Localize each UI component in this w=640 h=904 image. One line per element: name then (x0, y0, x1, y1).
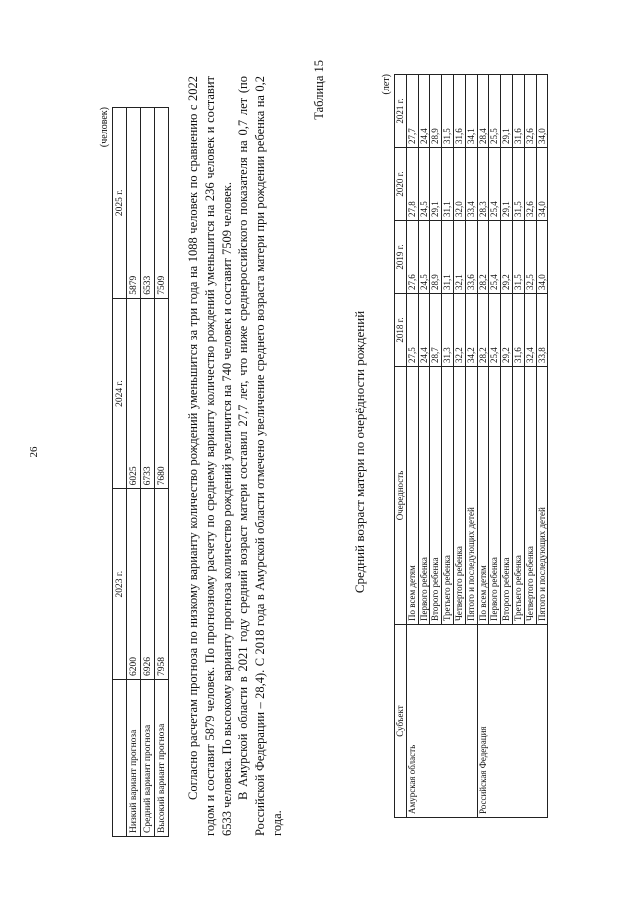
table-cell: 32,2 (453, 294, 465, 367)
table-cell: 27,6 (406, 221, 418, 294)
table-cell: 29,1 (430, 148, 442, 221)
table-cell: 32,6 (524, 75, 536, 148)
table-cell: 31,3 (442, 294, 454, 367)
table-cell: 24,5 (418, 148, 430, 221)
table-cell: 32,1 (453, 221, 465, 294)
table-cell: 31,6 (453, 75, 465, 148)
table-cell: 28,4 (477, 75, 489, 148)
table-row (127, 108, 141, 837)
table-cell: 33,6 (465, 221, 477, 294)
table-row (141, 108, 155, 837)
table-cell: 28,2 (477, 294, 489, 367)
table-cell: 31,1 (442, 148, 454, 221)
table-cell: 32,6 (524, 148, 536, 221)
table1-unit: (человек) (99, 107, 110, 148)
table-cell: 28,7 (430, 294, 442, 367)
table-cell: 34,2 (465, 294, 477, 367)
table-cell: 28,9 (430, 221, 442, 294)
table-cell: Четвертого ребенка (524, 367, 536, 625)
table-cell: 31,5 (512, 148, 524, 221)
table-cell: 34,0 (536, 148, 548, 221)
table-cell: Первого ребенка (489, 367, 501, 625)
table-cell: 31,6 (512, 75, 524, 148)
table-header-cell: Субъект (395, 625, 407, 818)
table-cell: 29,1 (501, 75, 513, 148)
table-cell: 34,0 (536, 221, 548, 294)
table-cell: 5879 (127, 108, 141, 299)
forecast-table (112, 107, 169, 837)
table-cell: 33,8 (536, 294, 548, 367)
table-cell: Второго ребенка (501, 367, 513, 625)
table-row (155, 108, 169, 837)
table-header-cell: 2019 г. (395, 221, 407, 294)
table-cell: Средний вариант прогноза (141, 680, 155, 837)
table2-unit: (лет) (381, 74, 392, 95)
table-cell: Пятого и последующих детей (465, 367, 477, 625)
table-cell: 31,6 (512, 294, 524, 367)
table-cell: Пятого и последующих детей (536, 367, 548, 625)
table-header-row (395, 75, 407, 818)
table-cell: 32,4 (524, 294, 536, 367)
table-cell: 27,8 (406, 148, 418, 221)
table-cell: 6533 (141, 108, 155, 299)
subject-cell: Амурская область (406, 625, 477, 818)
table-cell: 31,5 (442, 75, 454, 148)
table-cell: 31,1 (442, 221, 454, 294)
table-caption: Средний возраст матери по очерёдности рождений (352, 310, 367, 594)
table-header-cell: 2018 г. (395, 294, 407, 367)
table-cell: 29,1 (501, 148, 513, 221)
table-cell: 6733 (141, 298, 155, 489)
table-cell: 27,7 (406, 75, 418, 148)
table-cell: 7509 (155, 108, 169, 299)
paragraph: В Амурской области в 2021 году средний возраст матери составил 27,7 лет, что ниже среднероссийского показателя на 0,7 лет (по Российской Федерации – 28,4). С 2018 года в Амурской области отмечено увеличение среднего возраста матери при рождении ребенка на 0,2 года. (236, 76, 284, 836)
table-cell: Первого ребенка (418, 367, 430, 625)
page-number: 26 (28, 446, 40, 458)
table-cell: 7680 (155, 298, 169, 489)
table-cell: 27,5 (406, 294, 418, 367)
table-cell: 6926 (141, 489, 155, 680)
table-cell: 25,5 (489, 75, 501, 148)
table-cell: 24,4 (418, 294, 430, 367)
table-cell: 29,2 (501, 294, 513, 367)
table-cell: 24,5 (418, 221, 430, 294)
table-row (406, 75, 418, 818)
table-cell: Третьего ребенка (442, 367, 454, 625)
table-cell: 7958 (155, 489, 169, 680)
table-header-row (113, 108, 127, 837)
table-header-cell: 2025 г. (113, 108, 127, 299)
table-cell: 33,4 (465, 148, 477, 221)
table-cell: Второго ребенка (430, 367, 442, 625)
table-cell: По всем детям (406, 367, 418, 625)
subject-cell: Российская Федерация (477, 625, 548, 818)
table-cell: 28,2 (477, 221, 489, 294)
table-cell: Высокий вариант прогноза (155, 680, 169, 837)
table-cell: 28,9 (430, 75, 442, 148)
table-header-cell: Очередность (395, 367, 407, 625)
table-cell: По всем детям (477, 367, 489, 625)
table-cell: 29,2 (501, 221, 513, 294)
table-header-cell: 2020 г. (395, 148, 407, 221)
mother-age-table (394, 74, 548, 818)
table-cell: 31,5 (512, 221, 524, 294)
table-row (477, 75, 489, 818)
body-text (185, 76, 286, 836)
table-number: Таблица 15 (312, 60, 326, 120)
table-header-cell (113, 680, 127, 837)
table-header-cell: 2021 г. (395, 75, 407, 148)
table-cell: 34,0 (536, 75, 548, 148)
table-cell: 24,4 (418, 75, 430, 148)
table-cell: 32,0 (453, 148, 465, 221)
table-cell: 6025 (127, 298, 141, 489)
table-cell: 6200 (127, 489, 141, 680)
table-cell: Четвертого ребенка (453, 367, 465, 625)
table-cell: 32,5 (524, 221, 536, 294)
table-cell: Третьего ребенка (512, 367, 524, 625)
table-cell: 25,4 (489, 294, 501, 367)
table-header-cell: 2024 г. (113, 298, 127, 489)
paragraph: Согласно расчетам прогноза по низкому варианту количество рождений уменьшится за три года на 1088 человек по сравнению с 2022 годом и составит 5879 человек. По прогнозному расчету по среднему варианту количество рождений уменьшится на 236 человек и составит 6533 человека. По высокому варианту прогноза количество рождений увеличится на 740 человек и составит 7509 человек. (186, 76, 234, 836)
table-cell: Низкий вариант прогноза (127, 680, 141, 837)
table-header-cell: 2023 г. (113, 489, 127, 680)
table-cell: 25,4 (489, 221, 501, 294)
table-cell: 34,1 (465, 75, 477, 148)
table-cell: 28,3 (477, 148, 489, 221)
table-cell: 25,4 (489, 148, 501, 221)
